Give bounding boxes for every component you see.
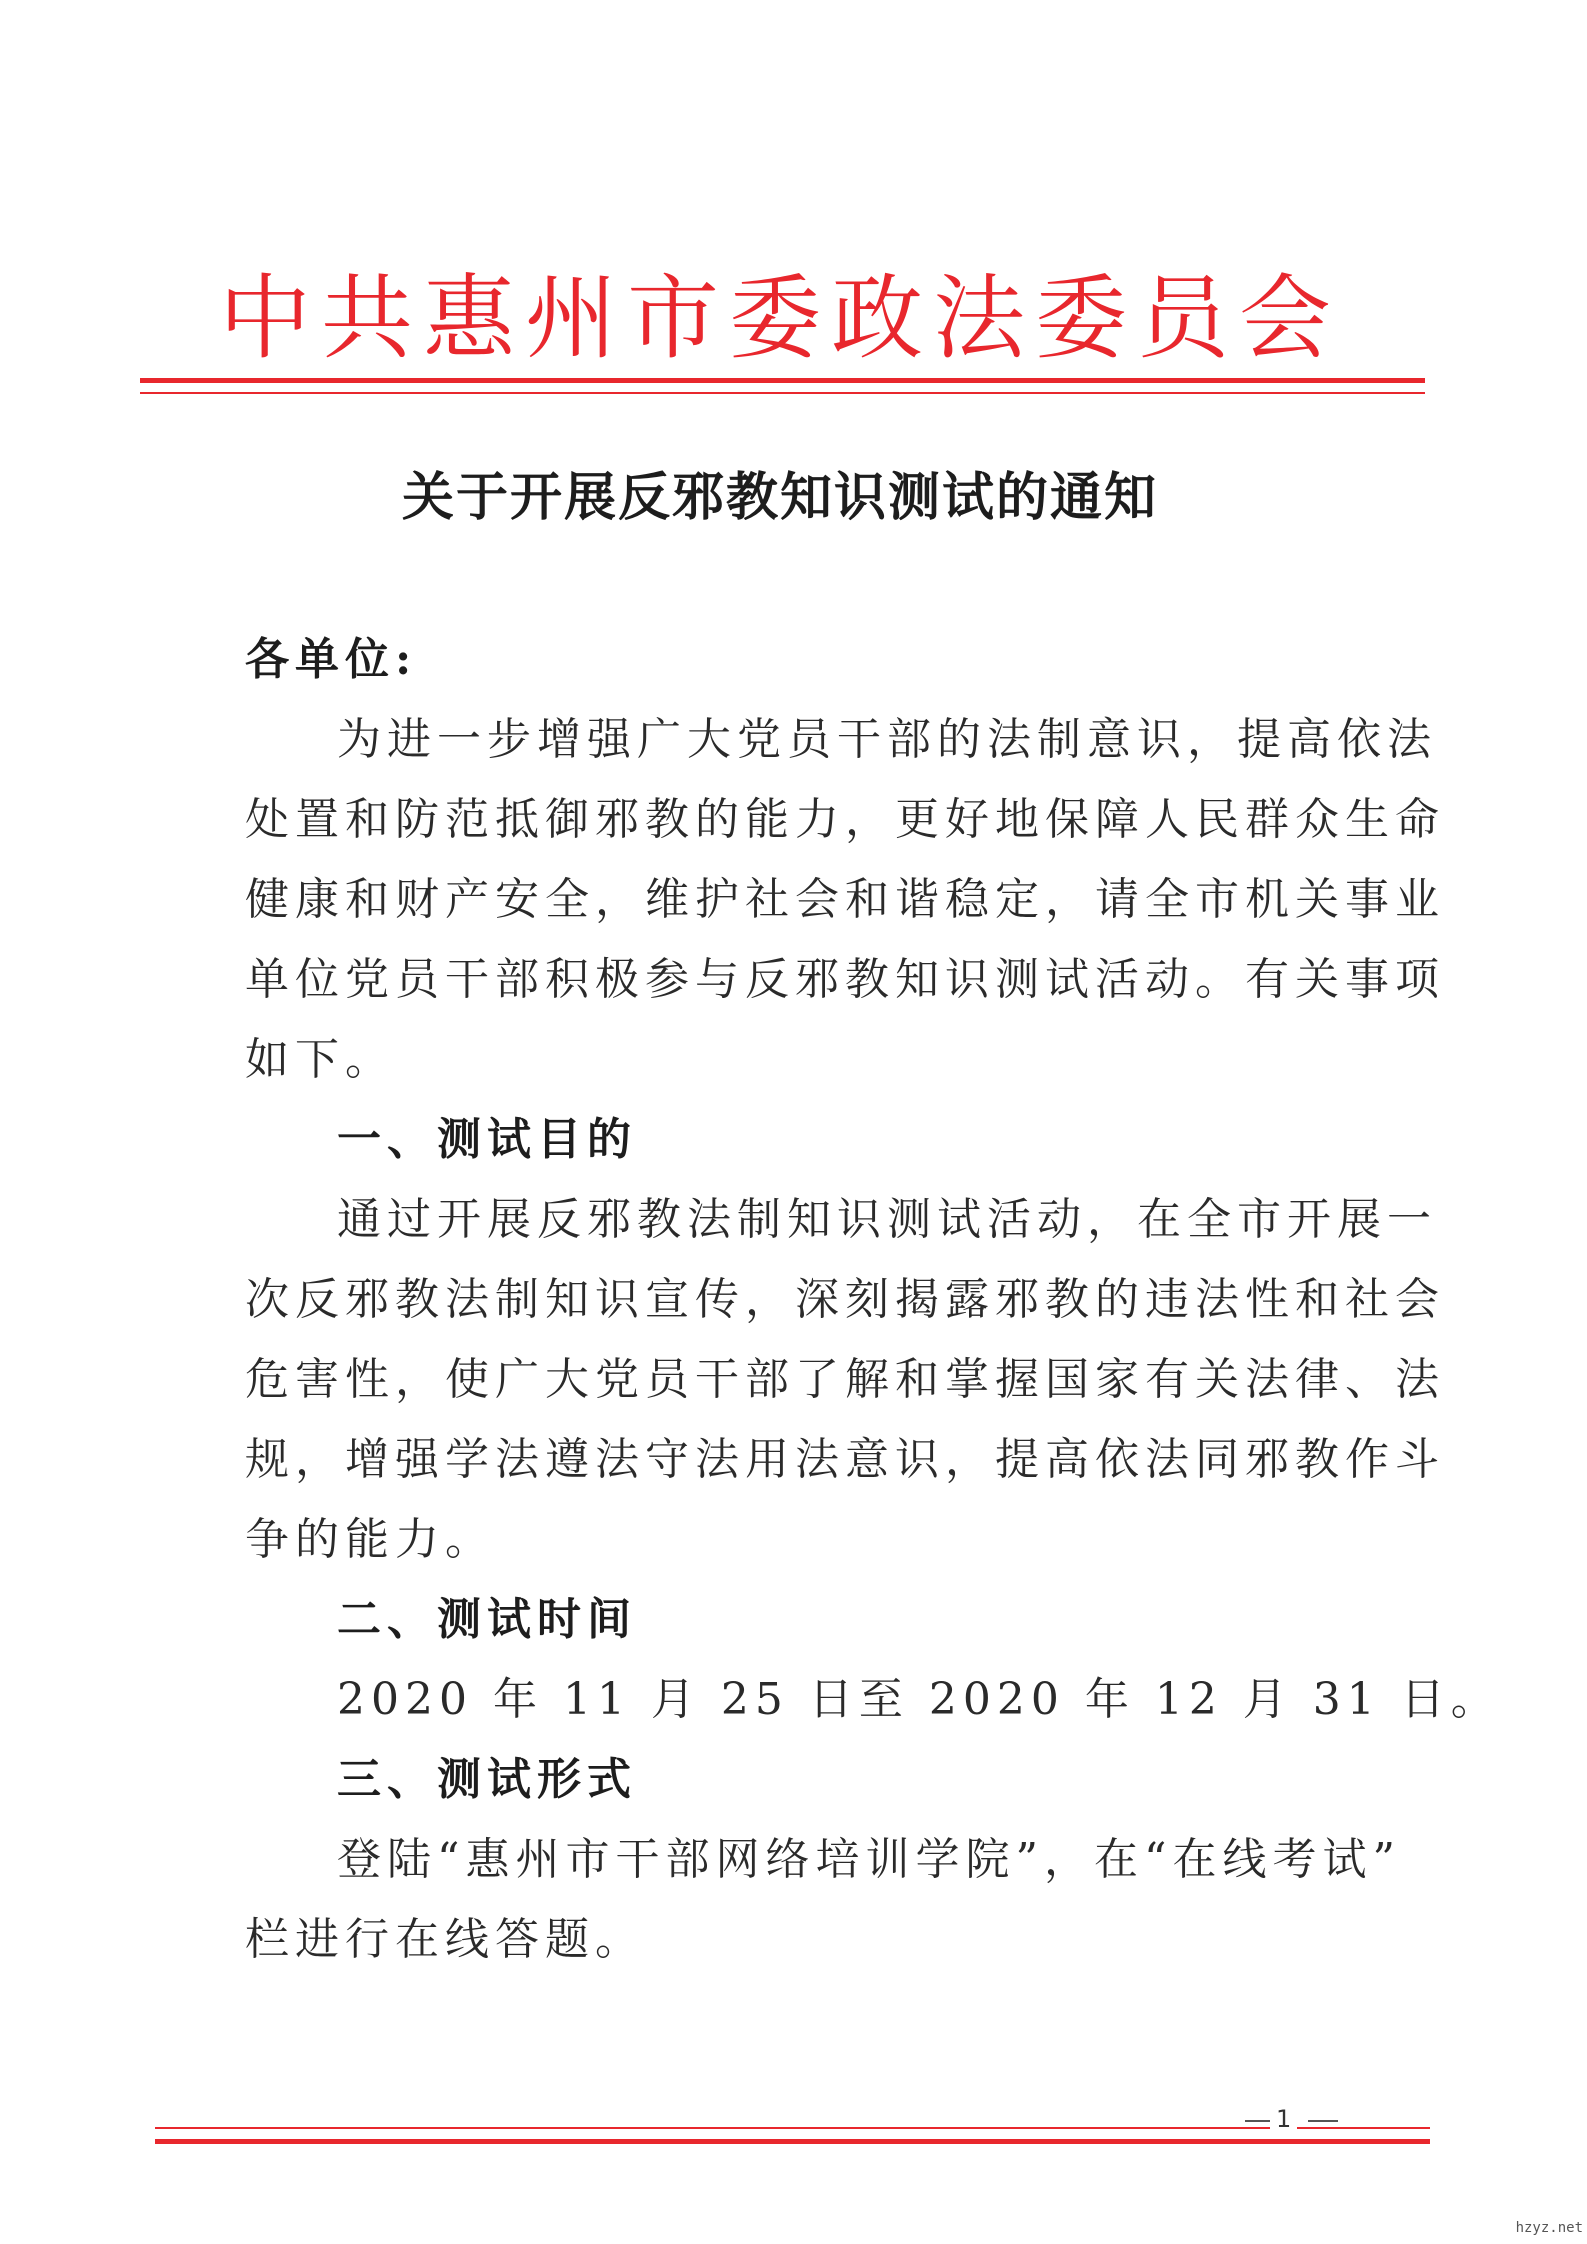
footer-rule-thin [155, 2127, 1430, 2129]
paragraph-line: 栏进行在线答题。 [245, 1914, 645, 1965]
section-heading-purpose: 一、测试目的 [337, 1114, 637, 1165]
paragraph-line: 登陆“惠州市干部网络培训学院”，在“在线考试” [337, 1834, 1401, 1885]
salutation: 各单位: [245, 634, 418, 685]
paragraph-line: 健康和财产安全，维护社会和谐稳定，请全市机关事业 [245, 874, 1445, 925]
document-title: 关于开展反邪教知识测试的通知 [401, 467, 1158, 528]
footer-rule-thick [155, 2139, 1430, 2144]
letterhead-rule-thick [140, 378, 1425, 383]
letterhead-rule-thin [140, 392, 1425, 394]
paragraph-line: 通过开展反邪教法制知识测试活动，在全市开展一 [337, 1194, 1437, 1245]
paragraph-line: 次反邪教法制知识宣传，深刻揭露邪教的违法性和社会 [245, 1274, 1445, 1325]
intro-paragraph [245, 700, 1445, 1100]
paragraph-line: 处置和防范抵御邪教的能力，更好地保障人民群众生命 [245, 794, 1445, 845]
paragraph-line: 争的能力。 [245, 1514, 495, 1565]
paragraph-line: 2020 年 11 月 25 日至 2020 年 12 月 31 日。 [337, 1674, 1501, 1725]
site-watermark: hzyz.net [1515, 2220, 1583, 2236]
page-number: 1 [1270, 2105, 1297, 2133]
section-heading-time: 二、测试时间 [337, 1594, 637, 1645]
section-heading-format: 三、测试形式 [337, 1754, 637, 1805]
page-number-dash-right [1308, 2120, 1338, 2122]
section-format-paragraph [245, 1820, 1401, 1980]
letterhead-org-name: 中共惠州市委政法委员会 [218, 265, 1341, 372]
paragraph-line: 规，增强学法遵法守法用法意识，提高依法同邪教作斗 [245, 1434, 1445, 1485]
section-purpose-paragraph [245, 1180, 1445, 1580]
paragraph-line: 如下。 [245, 1034, 395, 1085]
paragraph-line: 为进一步增强广大党员干部的法制意识，提高依法 [337, 714, 1437, 765]
section-time-paragraph [245, 1660, 1501, 1740]
paragraph-line: 单位党员干部积极参与反邪教知识测试活动。有关事项 [245, 954, 1445, 1005]
paragraph-line: 危害性，使广大党员干部了解和掌握国家有关法律、法 [245, 1354, 1445, 1405]
